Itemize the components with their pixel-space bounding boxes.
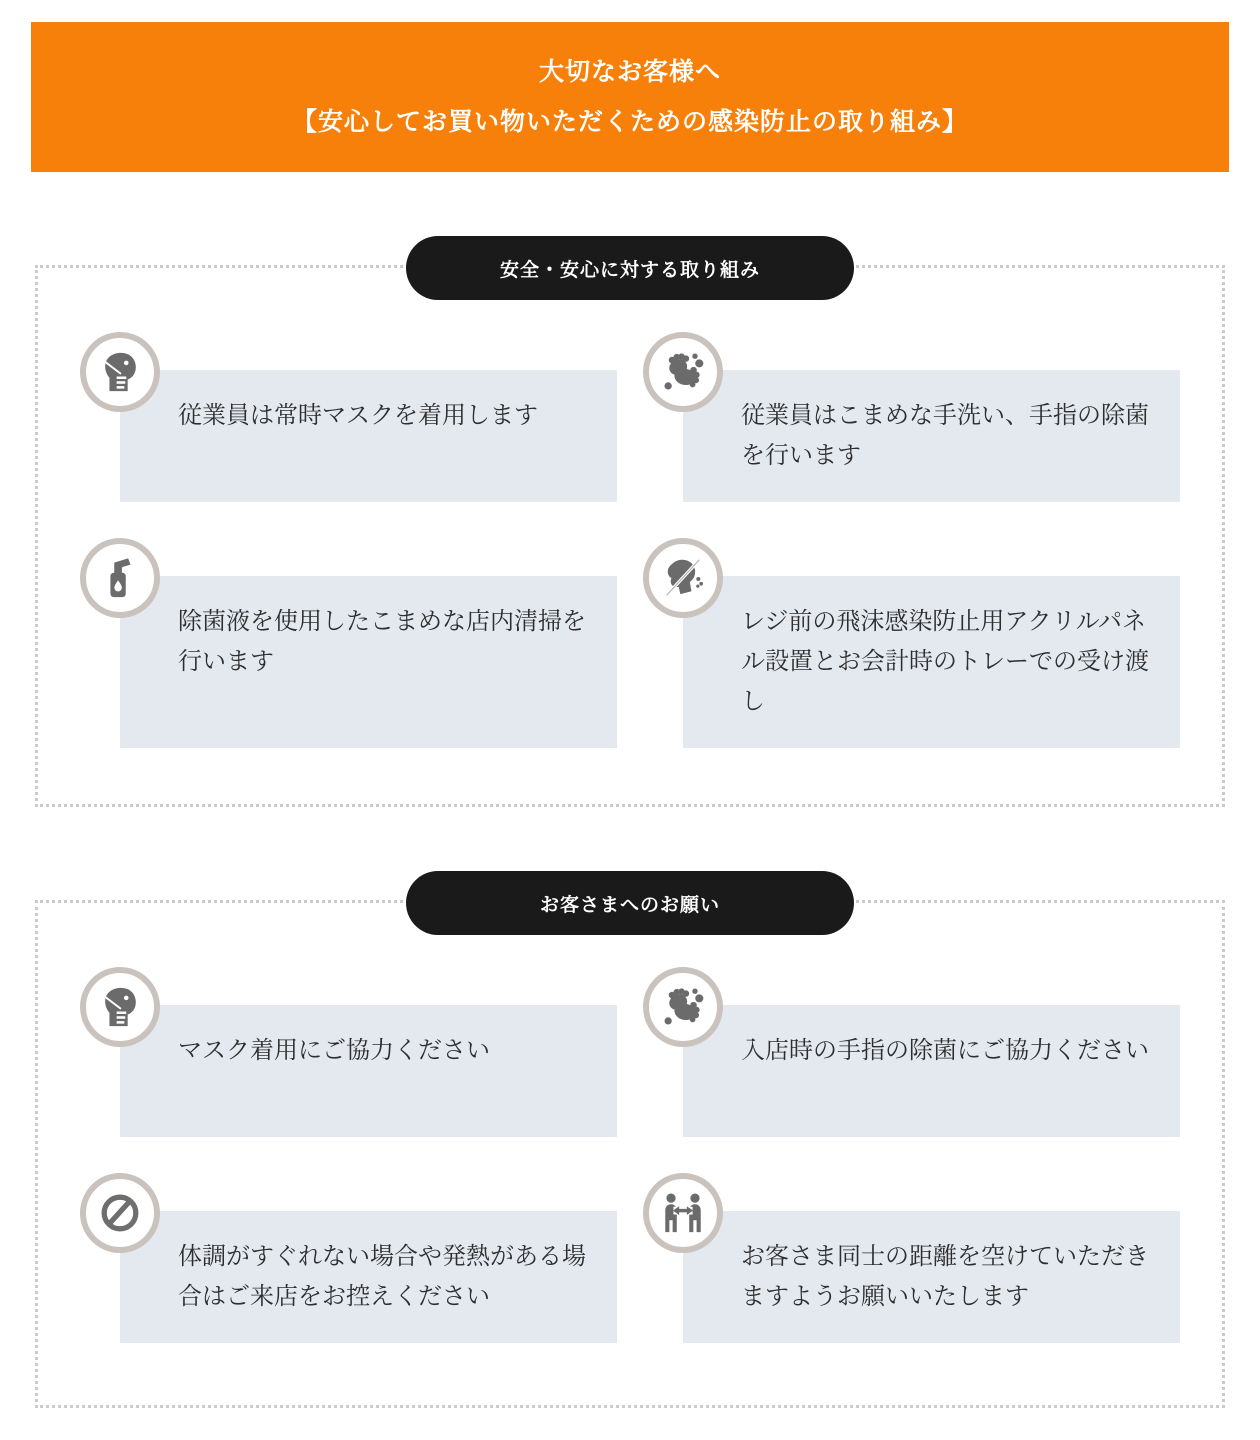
header-banner (31, 22, 1229, 172)
item-text: 従業員は常時マスクを着用します (120, 370, 617, 502)
list-item (643, 332, 1180, 502)
list-item (80, 332, 617, 502)
item-text: 除菌液を使用したこまめな店内清掃を行います (120, 576, 617, 748)
item-text: 従業員はこまめな手洗い、手指の除菌を行います (683, 370, 1180, 502)
list-item (80, 1173, 617, 1343)
social-distance-icon (643, 1173, 723, 1253)
section-customer-requests (35, 894, 1225, 1408)
items-grid (80, 332, 1180, 748)
prohibition-icon (80, 1173, 160, 1253)
mask-face-icon (80, 967, 160, 1047)
item-text: マスク着用にご協力ください (120, 1005, 617, 1137)
item-text: 入店時の手指の除菌にご協力ください (683, 1005, 1180, 1137)
list-item (643, 967, 1180, 1137)
list-item (80, 967, 617, 1137)
banner-subtitle: 【安心してお買い物いただくための感染防止の取り組み】 (291, 107, 968, 136)
item-text: レジ前の飛沫感染防止用アクリルパネル設置とお会計時のトレーでの受け渡し (683, 576, 1180, 748)
mask-face-icon (80, 332, 160, 412)
section-badge: お客さまへのお願い (406, 871, 854, 935)
item-text: 体調がすぐれない場合や発熱がある場合はご来店をお控えください (120, 1211, 617, 1343)
list-item (643, 538, 1180, 748)
hand-wash-icon (643, 967, 723, 1047)
droplet-prevention-icon (643, 538, 723, 618)
sanitizer-spray-icon (80, 538, 160, 618)
notice-page (0, 22, 1260, 1408)
hand-wash-icon (643, 332, 723, 412)
items-grid (80, 967, 1180, 1343)
section-badge: 安全・安心に対する取り組み (406, 236, 854, 300)
banner-title: 大切なお客様へ (538, 57, 721, 86)
list-item (80, 538, 617, 748)
section-safety-measures (35, 259, 1225, 807)
list-item (643, 1173, 1180, 1343)
item-text: お客さま同士の距離を空けていただきますようお願いいたします (683, 1211, 1180, 1343)
